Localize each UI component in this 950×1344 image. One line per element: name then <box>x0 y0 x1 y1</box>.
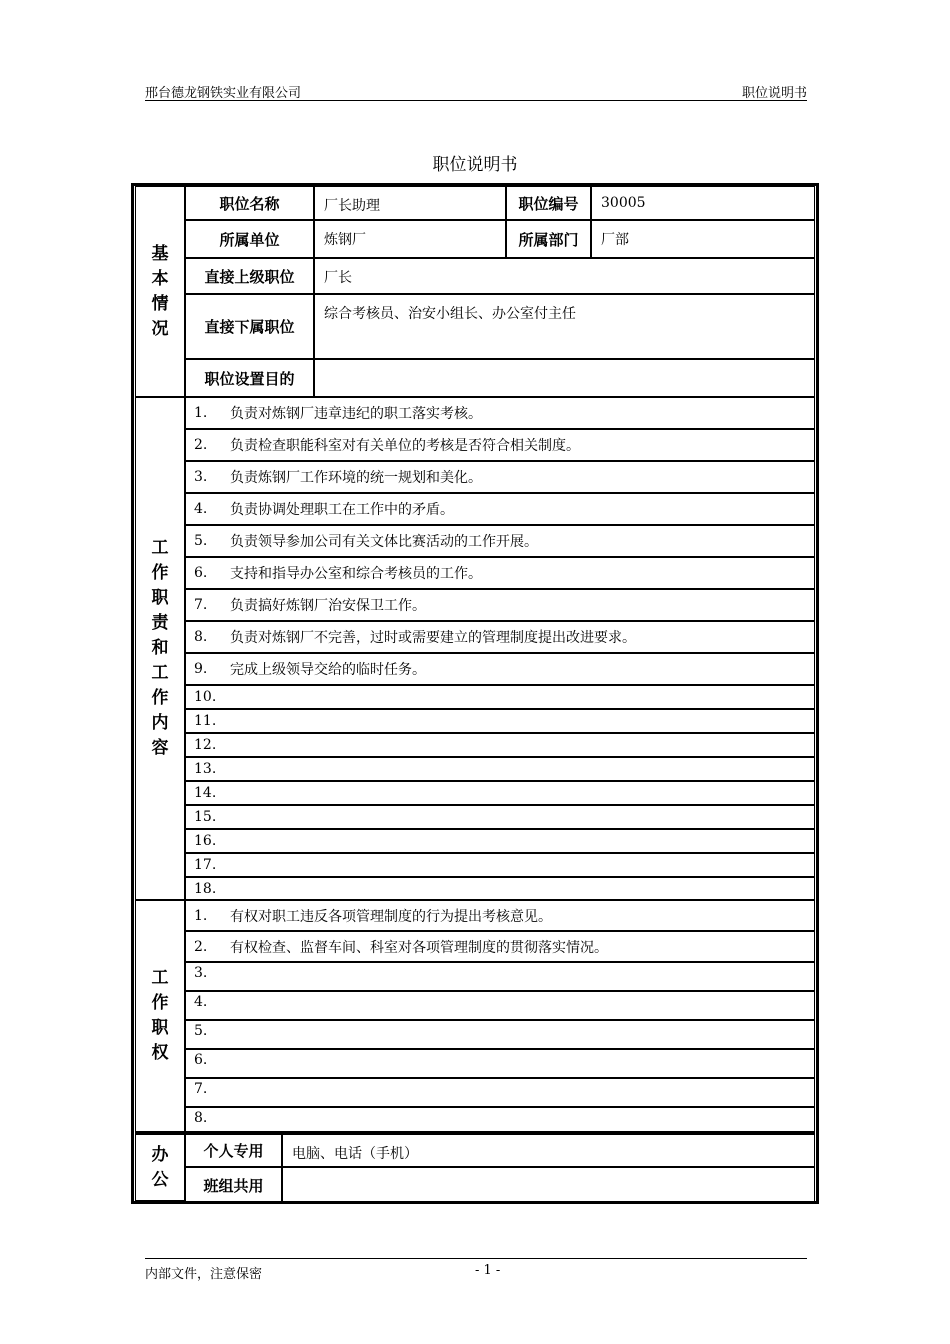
position-name-value: 厂长助理 <box>314 186 506 220</box>
position-no-label: 职位编号 <box>506 186 591 220</box>
duties-section-label: 工作职责和工作内容 <box>135 397 185 900</box>
duty-row: 16. <box>185 829 815 853</box>
authority-row: 2. 有权检查、监督车间、科室对各项管理制度的贯彻落实情况。 <box>185 931 815 962</box>
authority-row: 1. 有权对职工违反各项管理制度的行为提出考核意见。 <box>185 900 815 931</box>
authority-row: 6. <box>185 1049 815 1078</box>
position-no-value: 30005 <box>591 186 815 220</box>
page-footer <box>145 1258 807 1282</box>
duty-row: 10. <box>185 685 815 709</box>
page-number: - 1 - <box>475 1263 501 1278</box>
authority-row: 5. <box>185 1020 815 1049</box>
superior-label: 直接上级职位 <box>185 258 314 294</box>
personal-use-label: 个人专用 <box>185 1132 282 1167</box>
purpose-value <box>314 359 815 397</box>
authority-row: 4. <box>185 991 815 1020</box>
team-use-label: 班组共用 <box>185 1167 282 1203</box>
unit-label: 所属单位 <box>185 220 314 258</box>
duty-row: 17. <box>185 853 815 877</box>
basic-section-label: 基本情况 <box>135 186 185 397</box>
duty-row: 18. <box>185 877 815 900</box>
unit-value: 炼钢厂 <box>314 220 506 258</box>
subordinate-value: 综合考核员、治安小组长、办公室付主任 <box>314 294 815 359</box>
duty-row: 8. 负责对炼钢厂不完善，过时或需要建立的管理制度提出改进要求。 <box>185 621 815 653</box>
duty-row: 3. 负责炼钢厂工作环境的统一规划和美化。 <box>185 461 815 493</box>
dept-value: 厂部 <box>591 220 815 258</box>
document-title: 职位说明书 <box>432 155 518 175</box>
duty-row: 7. 负责搞好炼钢厂治安保卫工作。 <box>185 589 815 621</box>
duty-row: 4. 负责协调处理职工在工作中的矛盾。 <box>185 493 815 525</box>
company-name: 邢台德龙钢铁实业有限公司 <box>145 86 302 101</box>
authority-section-label: 工作职权 <box>135 900 185 1132</box>
authority-row: 7. <box>185 1078 815 1107</box>
duty-row: 9. 完成上级领导交给的临时任务。 <box>185 653 815 685</box>
position-name-label: 职位名称 <box>185 186 314 220</box>
team-use-value <box>282 1167 815 1203</box>
subordinate-label: 直接下属职位 <box>185 294 314 359</box>
duty-row: 5. 负责领导参加公司有关文体比赛活动的工作开展。 <box>185 525 815 557</box>
doc-type: 职位说明书 <box>741 86 807 101</box>
superior-value: 厂长 <box>314 258 815 294</box>
duty-row: 11. <box>185 709 815 733</box>
dept-label: 所属部门 <box>506 220 591 258</box>
duty-row: 13. <box>185 757 815 781</box>
duty-row: 14. <box>185 781 815 805</box>
duty-row: 15. <box>185 805 815 829</box>
purpose-label: 职位设置目的 <box>185 359 314 397</box>
page-header <box>145 82 807 101</box>
office-section-label: 办公 <box>135 1132 185 1201</box>
duty-row: 1. 负责对炼钢厂违章违纪的职工落实考核。 <box>185 397 815 429</box>
personal-use-value: 电脑、电话（手机） <box>282 1132 815 1167</box>
authority-row: 8. <box>185 1107 815 1132</box>
duty-row: 12. <box>185 733 815 757</box>
confidential-note: 内部文件，注意保密 <box>145 1267 263 1282</box>
authority-row: 3. <box>185 962 815 991</box>
duty-row: 2. 负责检查职能科室对有关单位的考核是否符合相关制度。 <box>185 429 815 461</box>
duty-row: 6. 支持和指导办公室和综合考核员的工作。 <box>185 557 815 589</box>
